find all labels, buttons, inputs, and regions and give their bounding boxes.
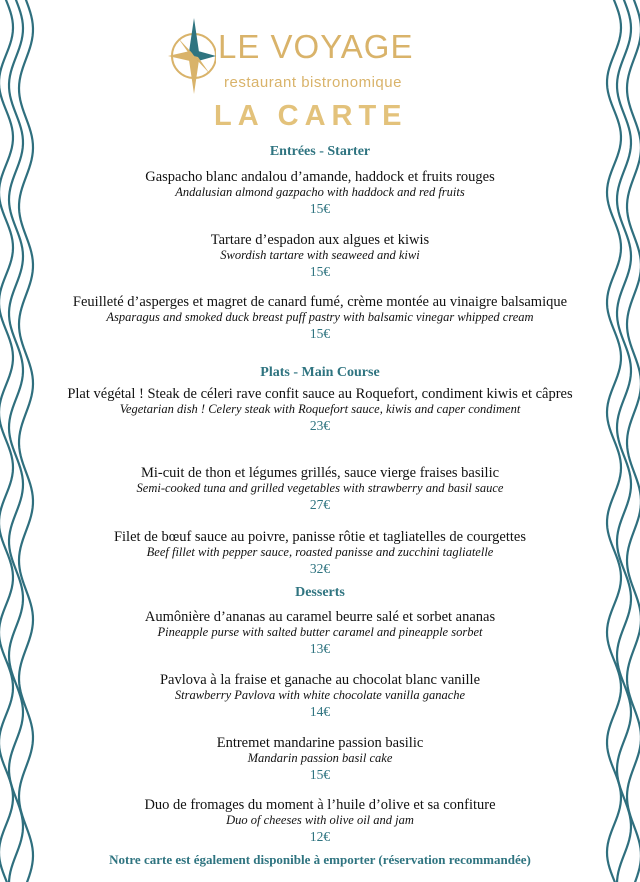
section-title-starters: Entrées - Starter	[269, 144, 371, 159]
dish-price: 15€	[309, 767, 331, 782]
dish-name-fr: Gaspacho blanc andalou d’amande, haddock et fruits rouges	[145, 169, 495, 185]
dish-price: 23€	[309, 418, 331, 433]
dish-name-en: Semi-cooked tuna and grilled vegetables with strawberry and basil sauce	[136, 481, 504, 495]
menu-item	[46, 529, 594, 577]
dish-name-en: Vegetarian dish ! Celery steak with Roquefort sauce, kiwis and caper condiment	[119, 402, 521, 416]
dish-name-fr: Aumônière d’ananas au caramel beurre salé et sorbet ananas	[144, 609, 496, 625]
menu-item	[46, 672, 594, 720]
dish-price: 14€	[309, 704, 331, 719]
menu-item	[46, 609, 594, 657]
brand-subtitle: restaurant bistronomique	[224, 74, 402, 91]
section-title-desserts: Desserts	[295, 585, 345, 600]
restaurant-header	[0, 8, 640, 138]
dish-price: 15€	[309, 264, 331, 279]
dish-name-en: Beef fillet with pepper sauce, roasted panisse and zucchini tagliatelle	[146, 545, 494, 559]
dish-name-fr: Duo de fromages du moment à l’huile d’olive et sa confiture	[144, 797, 496, 813]
dish-name-en: Strawberry Pavlova with white chocolate vanilla ganache	[174, 688, 466, 702]
dish-name-fr: Filet de bœuf sauce au poivre, panisse rôtie et tagliatelles de courgettes	[113, 529, 527, 545]
menu-item	[46, 386, 594, 434]
dish-name-en: Swordish tartare with seaweed and kiwi	[220, 248, 420, 262]
menu-item	[46, 169, 594, 217]
dish-price: 15€	[309, 201, 331, 216]
dish-price: 12€	[309, 829, 331, 844]
dish-name-fr: Plat végétal ! Steak de céleri rave confit sauce au Roquefort, condiment kiwis et câpres	[67, 386, 573, 402]
section-title-main-course: Plats - Main Course	[260, 365, 380, 380]
menu-item	[46, 735, 594, 783]
dish-name-en: Pineapple purse with salted butter caramel and pineapple sorbet	[157, 625, 483, 639]
dish-name-en: Duo of cheeses with olive oil and jam	[226, 813, 414, 827]
dish-name-fr: Entremet mandarine passion basilic	[216, 735, 424, 751]
dish-name-fr: Tartare d’espadon aux algues et kiwis	[210, 232, 430, 248]
dish-name-fr: Feuilleté d’asperges et magret de canard fumé, crème montée au vinaigre balsamique	[72, 294, 568, 310]
dish-name-fr: Pavlova à la fraise et ganache au chocolat blanc vanille	[159, 672, 481, 688]
dish-name-en: Andalusian almond gazpacho with haddock and red fruits	[175, 185, 465, 199]
dish-name-en: Asparagus and smoked duck breast puff pastry with balsamic vinegar whipped cream	[106, 310, 534, 324]
page-title: LA CARTE	[214, 100, 408, 132]
menu-item	[46, 465, 594, 513]
menu-item	[46, 797, 594, 845]
menu-item	[46, 294, 594, 342]
dish-price: 13€	[309, 641, 331, 656]
dish-price: 32€	[309, 561, 331, 576]
brand-name: LE VOYAGE	[218, 28, 414, 65]
takeaway-note: Notre carte est également disponible à emporter (réservation recommandée)	[109, 852, 531, 867]
menu-item	[46, 232, 594, 280]
dish-name-fr: Mi-cuit de thon et légumes grillés, sauce vierge fraises basilic	[140, 465, 500, 481]
dish-price: 27€	[309, 497, 331, 512]
dish-name-en: Mandarin passion basil cake	[247, 751, 393, 765]
dish-price: 15€	[309, 326, 331, 341]
compass-rose-icon	[168, 16, 216, 96]
